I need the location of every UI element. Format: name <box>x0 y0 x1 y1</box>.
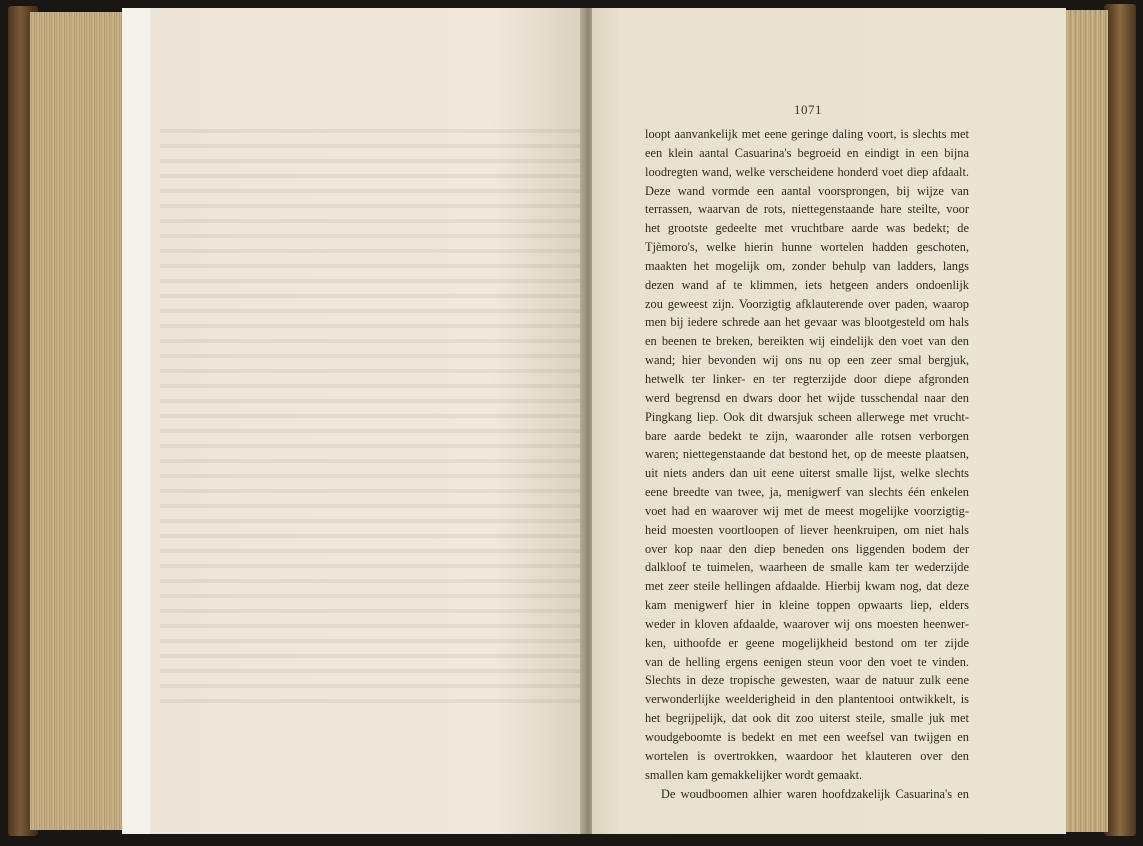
text-line: een klein aantal Casuarina's begroeid en eindigt in een bijna <box>645 145 969 160</box>
left-page-block <box>30 12 126 830</box>
text-line: Tjèmoro's, welke hierin hunne wortelen hadden geschoten, <box>645 240 969 255</box>
text-line: maakten het mogelijk om, zonder behulp van ladders, langs <box>645 258 969 273</box>
text-line: waren; niettegenstaande dat bestond het, op de meeste plaatsen, <box>645 447 969 462</box>
page-number: 1071 <box>794 102 822 117</box>
text-line: dalkloof te tuimelen, waarheen de smalle kam ter wederzijde <box>645 560 969 575</box>
text-line: zou geweest zijn. Voorzigtig afklauterende over paden, waarop <box>645 296 969 311</box>
text-line: woudgeboomte is bedekt en met een weefsel van twijgen en <box>645 730 969 744</box>
text-line: en beenen te breken, bereikten wij eindelijk den voet van den <box>645 334 969 349</box>
text-line: met zeer steile hellingen afdaalde. Hierbij kwam nog, dat deze <box>645 579 969 594</box>
text-line: loodregten wand, welke verscheidene honderd voet diep afdaalt. <box>645 164 969 179</box>
text-line: eene breedte van twee, ja, menigwerf van slechts één enkelen <box>645 485 969 500</box>
text-line: men bij iedere schrede aan het gevaar was blootgesteld om hals <box>645 315 969 330</box>
right-cover-edge <box>1104 4 1136 836</box>
page-body-text <box>645 125 969 803</box>
text-line: het grootste gedeelte met vruchtbare aarde was bedekt; de <box>645 221 969 236</box>
text-line: het begrijpelijk, dat ook dit zoo uiterst steile, smalle juk met <box>645 711 969 726</box>
text-line: loopt aanvankelijk met eene geringe daling voort, is slechts met <box>645 127 969 141</box>
text-line: wortelen is overtrokken, waardoor het klauteren over den <box>645 748 969 763</box>
text-line: De woudboomen alhier waren hoofdzakelijk Casuarina's en <box>661 786 969 801</box>
left-page-show-through <box>160 118 580 708</box>
text-line: dezen wand af te klimmen, iets hetgeen anders ondoenlijk <box>645 277 969 292</box>
text-line: hetwelk ter linker- en ter regterzijde door diepe afgronden <box>645 371 969 386</box>
text-line: bare aarde bedekt te zijn, waaronder alle rotsen verborgen <box>645 428 969 443</box>
text-line: terrassen, waarvan de rots, niettegenstaande hare steilte, voor <box>645 202 969 217</box>
text-line: werd begrensd en dwars door het wijde tusschendal naar den <box>645 390 969 405</box>
text-line: Slechts in deze tropische gewesten, waar de natuur zulk eene <box>645 673 969 688</box>
text-line: weder in kloven afdaalde, waarover wij ons moesten heenwer- <box>645 616 969 631</box>
text-line: Deze wand vormde een aantal voorsprongen, bij wijze van <box>645 183 969 198</box>
text-line: heid moesten voortloopen of liever heenkruipen, om niet hals <box>645 522 969 537</box>
text-line: wand; hier bevonden wij ons nu op een zeer smal bergjuk, <box>645 353 969 368</box>
text-line: voet had en waarover wij met de meest mogelijke voorzigtig- <box>645 503 969 518</box>
text-line: uit niets anders dan uit eene uiterst smalle lijst, welke slechts <box>645 466 969 481</box>
text-line: Pingkang liep. Ook dit dwarsjuk scheen allerwege met vrucht- <box>645 409 969 424</box>
text-line: kam menigwerf hier in kleine toppen opwaarts liep, elders <box>645 598 969 613</box>
text-line: smallen kam gemakkelijker wordt gemaakt. <box>645 767 863 782</box>
left-page-strip <box>122 8 150 834</box>
text-line: ken, uithoofde er geene mogelijkheid bestond om ter zijde <box>645 635 969 650</box>
text-line: van de helling ergens eenigen steun voor den voet te vinden. <box>645 654 969 669</box>
right-page-block <box>1064 10 1108 832</box>
text-line: verwonderlijke weelderigheid in den plantentooi ontwikkelt, is <box>645 692 969 707</box>
text-line: over kop naar den diep beneden ons liggenden bodem der <box>645 541 969 556</box>
